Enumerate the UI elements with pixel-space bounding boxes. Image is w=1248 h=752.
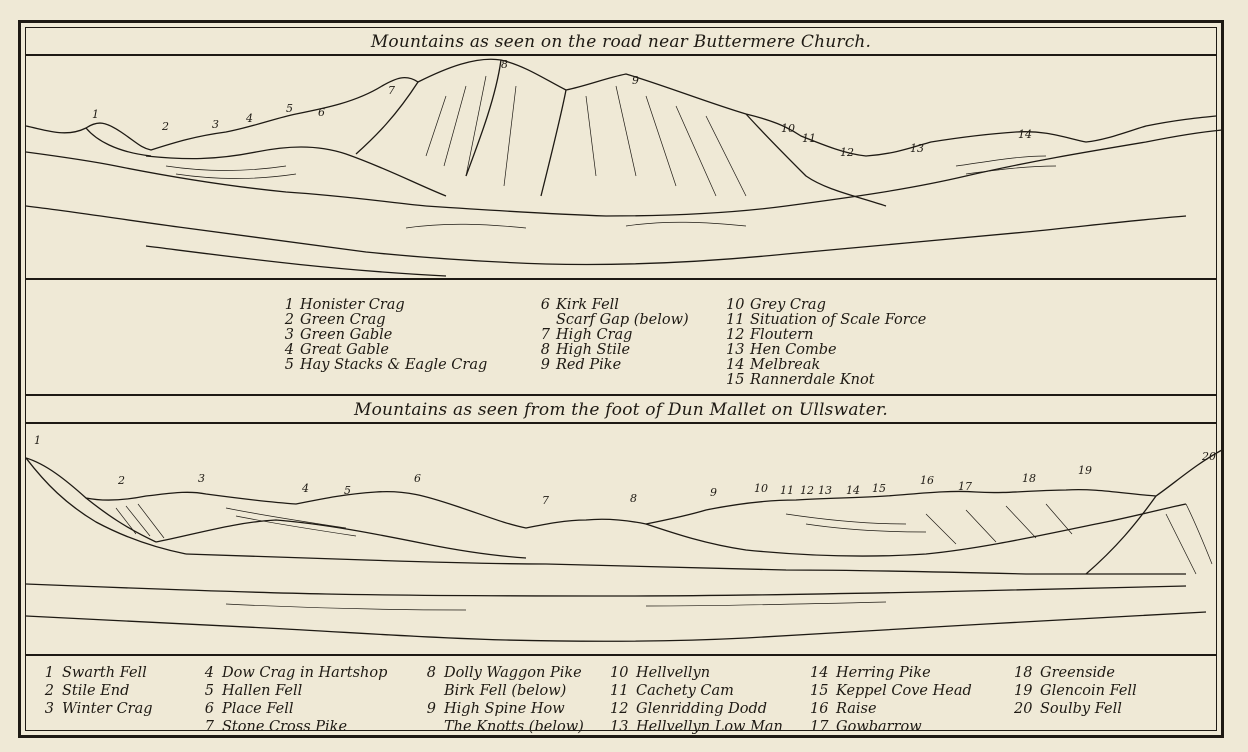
peak-label: 1 [92,108,99,121]
peak-label: 14 [1018,128,1032,141]
legend-item: 10 Grey Crag [726,297,826,313]
peak-label: 10 [781,122,795,135]
panel2-peak-labels [34,434,1216,507]
legend-item: 20 Soulby Fell [1014,701,1122,717]
legend-item: 3 Green Gable [284,327,393,343]
legend-item: 5 Hay Stacks & Eagle Crag [284,357,488,373]
legend-item: 13 Hen Combe [726,342,837,358]
legend-item: 7 High Crag [540,327,633,343]
inner-border [25,27,1217,735]
panel1-legend-rule [26,278,1216,280]
panel2-legend-col2 [196,664,387,736]
peak-label: 20 [1202,450,1216,463]
panel-divider [26,394,1216,396]
panel1-panorama [26,56,1222,282]
panel1-legend-col1 [276,298,487,373]
legend-item: 6 Kirk Fell [540,297,619,313]
panel1-legend-col3 [726,298,926,388]
peak-label: 6 [318,106,325,119]
peak-label: 7 [388,84,395,97]
peak-label: 11 [802,132,816,145]
peak-label: 17 [958,480,972,493]
legend-item: 15 Keppel Cove Head [810,683,972,699]
peak-label: 13 [818,484,832,497]
panel1-title: Mountains as seen on the road near Buttermere Church. [370,32,872,52]
peak-label: 2 [162,120,169,133]
legend-item: Birk Fell (below) [444,683,567,699]
legend-item: 13 Hellvellyn Low Man [610,719,783,735]
panel2-legend-col3 [418,664,584,736]
legend-item: 14 Melbreak [726,357,821,373]
peak-label: 6 [414,472,421,485]
legend-item: 8 High Stile [540,342,631,358]
legend-item: 3 Winter Crag [44,701,153,717]
panel2-title: Mountains as seen from the foot of Dun Mallet on Ullswater. [353,400,889,420]
legend-item: 11 Situation of Scale Force [726,312,927,328]
legend-item: 11 Cachety Cam [610,683,734,699]
peak-label: 13 [910,142,924,155]
peak-label: 4 [302,482,309,495]
legend-item: 9 Red Pike [540,357,622,373]
peak-label: 2 [118,474,125,487]
peak-label: 15 [872,482,886,495]
panel2-panorama [26,424,1222,652]
peak-label: 8 [630,492,637,505]
panel2-legend-col6 [1014,664,1137,718]
peak-label: 5 [286,102,293,115]
peak-label: 8 [501,58,508,71]
legend-item: 2 Green Crag [284,312,386,328]
legend-item: 4 Dow Crag in Hartshop [204,665,388,681]
legend-item: 16 Raise [810,701,877,717]
legend-item: 1 Honister Crag [284,297,405,313]
panel2-legend-rule [26,654,1216,656]
peak-label: 3 [198,472,205,485]
peak-label: 3 [212,118,219,131]
peak-label: 19 [1078,464,1092,477]
legend-item: 15 Rannerdale Knot [726,372,875,388]
peak-label: 12 [800,484,814,497]
legend-item: 1 Swarth Fell [44,665,147,681]
legend-item: 19 Glencoin Fell [1014,683,1137,699]
legend-item: The Knotts (below) [444,719,584,735]
panel2-legend-col1 [36,664,153,718]
legend-item: 12 Glenridding Dodd [610,701,768,717]
peak-label: 9 [710,486,717,499]
legend-item: 14 Herring Pike [810,665,931,681]
peak-label: 16 [920,474,934,487]
peak-label: 18 [1022,472,1036,485]
peak-label: 9 [632,74,639,87]
panel1-legend-col2 [532,298,689,373]
legend-item: 7 Stone Cross Pike [204,719,348,735]
legend-item: 10 Hellvellyn [610,665,711,681]
legend-item: 9 High Spine How [426,701,565,717]
peak-label: 7 [542,494,549,507]
peak-label: 12 [840,146,854,159]
peak-label: 4 [246,112,253,125]
peak-label: 11 [780,484,794,497]
panel2-legend-col5 [810,664,972,736]
engraving-frame [18,20,1224,738]
legend-item: Scarf Gap (below) [556,312,689,328]
legend-item: 4 Great Gable [284,342,389,358]
legend-item: 5 Hallen Fell [204,683,303,699]
peak-label: 14 [846,484,860,497]
legend-item: 12 Floutern [726,327,814,343]
peak-label: 5 [344,484,351,497]
legend-item: 2 Stile End [44,683,130,699]
peak-label: 1 [34,434,41,447]
legend-item: 6 Place Fell [204,701,294,717]
legend-item: 8 Dolly Waggon Pike [426,665,582,681]
legend-item: 17 Gowbarrow [810,719,922,735]
peak-label: 10 [754,482,768,495]
legend-item: 18 Greenside [1014,665,1115,681]
panel2-legend-col4 [610,664,783,736]
